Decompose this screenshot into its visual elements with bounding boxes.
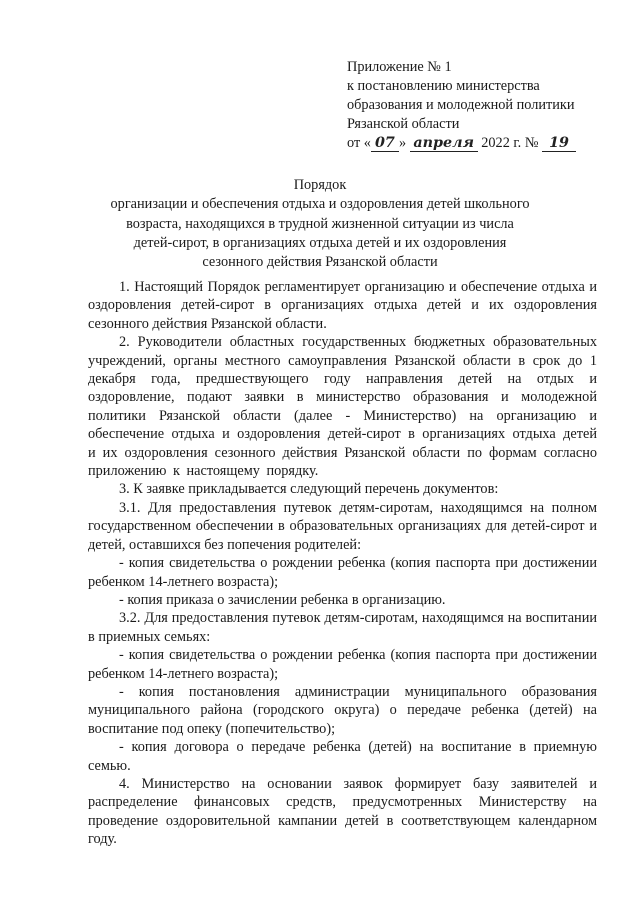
title-line-2: возраста, находящихся в трудной жизненной ситуации из числа: [126, 215, 514, 232]
document-body: [88, 278, 597, 849]
title-heading: Порядок: [293, 177, 347, 193]
paragraph-4: 4. Министерство на основании заявок формирует базу заявителей и распределение финансовых средств, предусмотренных Министерству на проведение оздоровительной кампании детей в соответствующем календарном году.: [88, 775, 597, 848]
list-item-3-1-a: - копия свидетельства о рождении ребенка (копия паспорта при достижении ребенком 14-летнего возраста);: [88, 555, 597, 590]
paragraph-3-2: 3.2. Для предоставления путевок детям-сиротам, находящимся на воспитании в приемных семьях:: [88, 610, 597, 645]
paragraph-3-1: 3.1. Для предоставления путевок детям-сиротам, находящимся на полном государственном обеспечении в образовательных организациях для детей-сирот и детей, оставшихся без попечения родителей:: [88, 499, 597, 553]
appendix-date-line: [347, 134, 576, 153]
handwritten-number: 19: [542, 136, 576, 152]
appendix-number: Приложение № 1: [347, 59, 452, 75]
title-line-4: сезонного действия Рязанской области: [202, 254, 438, 271]
handwritten-day: 07: [371, 136, 399, 152]
paragraph-3: 3. К заявке прикладывается следующий перечень документов:: [119, 481, 499, 498]
handwritten-month: апреля: [410, 136, 478, 152]
appendix-ref-line: к постановлению министерства: [347, 78, 540, 94]
appendix-header: [347, 58, 576, 153]
title-line-1: организации и обеспечения отдыха и оздоровления детей школьного: [110, 196, 530, 213]
list-item-3-2-c: - копия договора о передаче ребенка (детей) на воспитание в приемную семью.: [88, 739, 597, 774]
date-prefix: от «: [347, 135, 371, 151]
list-item-3-1-b: - копия приказа о зачислении ребенка в организацию.: [119, 591, 446, 608]
list-item-3-2-a: - копия свидетельства о рождении ребенка (копия паспорта при достижении ребенком 14-летнего возраста);: [88, 647, 597, 682]
document-title: [0, 176, 640, 272]
appendix-region-line: Рязанской области: [347, 116, 460, 132]
date-year: 2022 г. №: [477, 135, 543, 151]
list-item-3-2-b: - копия постановления администрации муниципального образования муниципального района (городского округа) о передаче ребенка (детей) на воспитание под опеку (попечительство);: [88, 683, 597, 737]
paragraph-2: 2. Руководители областных государственных бюджетных образовательных учреждений, органы местного самоуправления Рязанской области в срок до 1 декабря года, предшествующего году направления детей на отдых и оздоровление, подают заявки в министерство образования и молодежной политики Рязанской области (далее - Министерство) на организацию и обеспечение отдыха и оздоровления детей-сирот в организациях отдыха детей и их оздоровления сезонного действия Рязанской области по формам согласно приложению к настоящему порядку.: [88, 334, 597, 480]
title-line-3: детей-сирот, в организациях отдыха детей и их оздоровления: [133, 234, 507, 251]
date-mid: »: [398, 135, 410, 151]
appendix-ministry-line: образования и молодежной политики: [347, 97, 575, 113]
paragraph-1: 1. Настоящий Порядок регламентирует организацию и обеспечение отдыха и оздоровления детей-сирот в организациях отдыха детей и их оздоровления сезонного действия Рязанской области.: [88, 279, 597, 332]
